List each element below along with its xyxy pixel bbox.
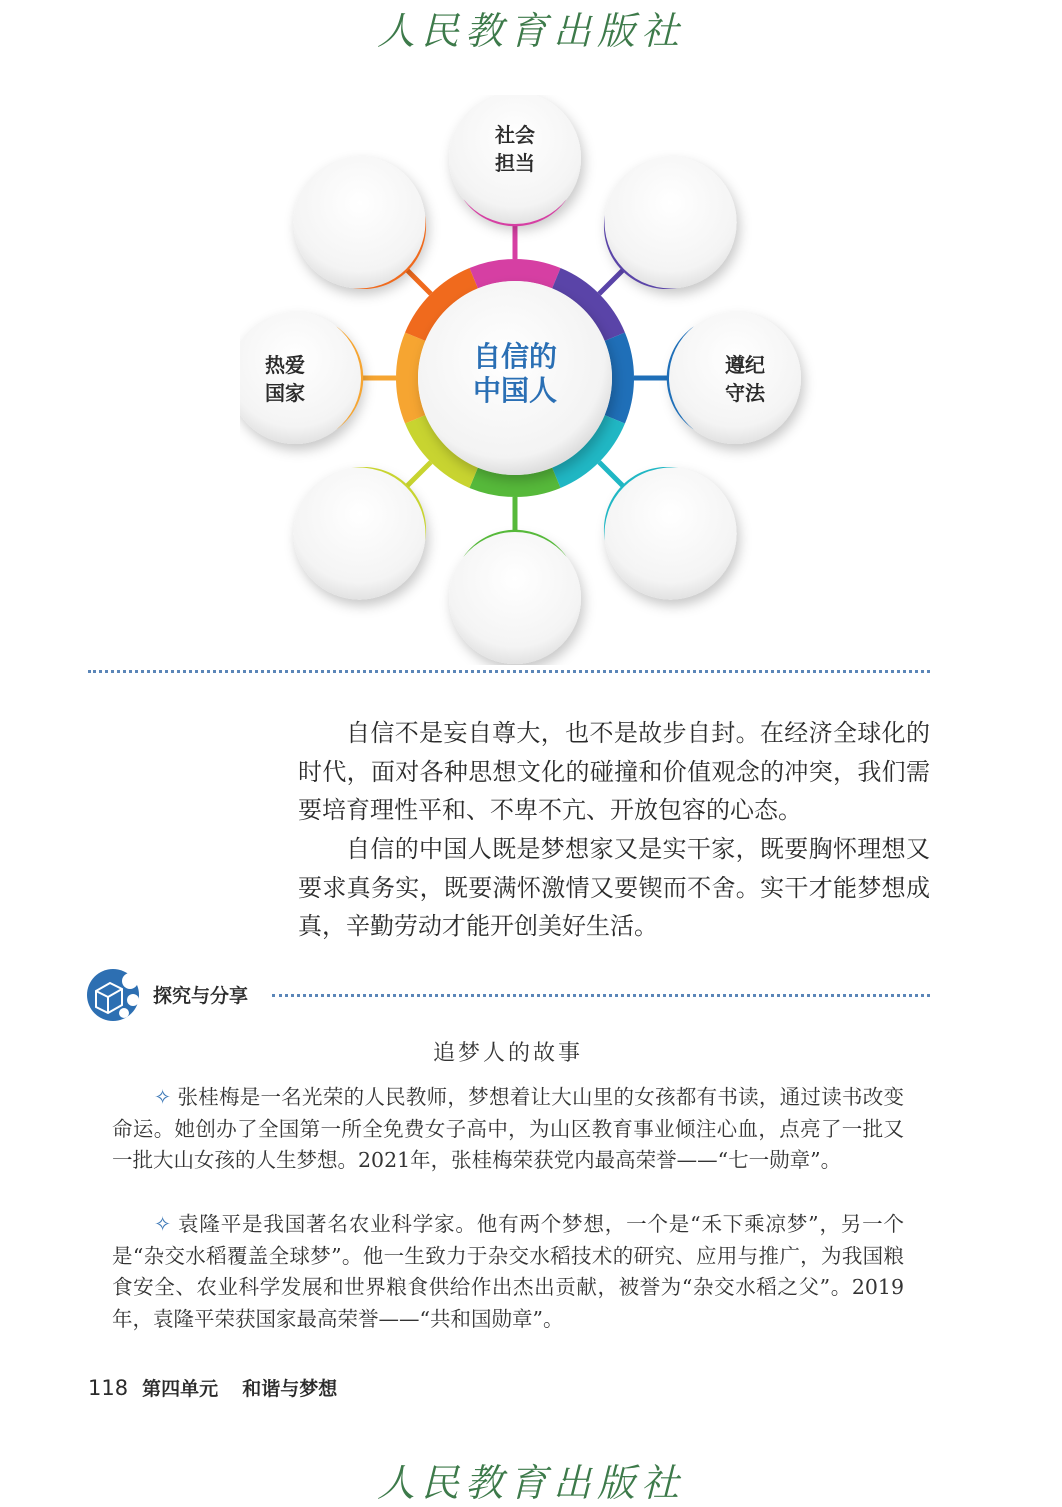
body-paragraph-2: 自信的中国人既是梦想家又是实干家，既要胸怀理想又要求真务实，既要满怀激情又要锲而不舍。实干才能梦想成真，辛勤劳动才能开创美好生活。 <box>298 835 930 940</box>
connector-line <box>599 269 624 294</box>
petal <box>293 467 426 600</box>
petal-circle <box>293 156 425 288</box>
story-item-yuan-longping <box>112 1209 904 1335</box>
explore-divider <box>272 994 930 997</box>
petal-circle <box>605 156 737 288</box>
petal-circle <box>449 532 581 664</box>
section-divider <box>88 670 930 673</box>
petal <box>604 467 737 600</box>
story-text: 袁隆平是我国著名农业科学家。他有两个梦想，一个是“禾下乘凉梦”，另一个是“杂交水稻覆盖全球梦”。他一生致力于杂交水稻技术的研究、应用与推广，为我国粮食安全、农业科学发展和世界粮食供给作出杰出贡献，被誉为“杂交水稻之父”。2019年，袁隆平荣获国家最高荣誉——“共和国勋章”。 <box>112 1212 904 1331</box>
petal-label: 热爱 <box>265 353 305 377</box>
petal-label: 守法 <box>725 381 765 405</box>
petal-circle <box>605 468 737 600</box>
page-number: 118 <box>88 1376 129 1400</box>
story-text: 张桂梅是一名光荣的人民教师，梦想着让大山里的女孩都有书读，通过读书改变命运。她创办了全国第一所全免费女子高中，为山区教育事业倾注心血，点亮了一批又一批大山女孩的人生梦想。2021年，张桂梅荣获党内最高荣誉——“七一勋章”。 <box>112 1085 904 1172</box>
diamond-bullet-icon: ✧ <box>154 1085 172 1109</box>
confidence-diagram <box>240 95 820 665</box>
diamond-bullet-icon: ✧ <box>154 1212 172 1236</box>
petal <box>449 95 581 226</box>
story-item-zhang-guimei <box>112 1082 904 1177</box>
story-title: 追梦人的故事 <box>432 1041 583 1066</box>
ring-segment <box>615 337 623 420</box>
center-label-line2: 中国人 <box>472 374 558 407</box>
publisher-header: 人民教育出版社 <box>376 9 685 53</box>
unit-theme: 和谐与梦想 <box>242 1378 338 1400</box>
petal-label: 遵纪 <box>725 353 765 377</box>
ring-segment <box>474 478 557 486</box>
publisher-footer: 人民教育出版社 <box>376 1461 685 1505</box>
connector-line <box>406 269 431 294</box>
explore-molecule-icon <box>86 967 142 1023</box>
ring-segment <box>474 270 557 278</box>
connector-line <box>406 462 431 487</box>
petal-label: 国家 <box>265 381 305 405</box>
ring-segment <box>407 337 415 420</box>
page-footer <box>88 1374 337 1401</box>
petal <box>449 530 581 664</box>
body-paragraph-1: 自信不是妄自尊大，也不是故步自封。在经济全球化的时代，面对各种思想文化的碰撞和价值观念的冲突，我们需要培育理性平和、不卑不亢、开放包容的心态。 <box>298 719 930 824</box>
petal <box>240 312 363 444</box>
center-label-line1: 自信的 <box>472 340 558 373</box>
petal-circle <box>669 312 801 444</box>
petal-label: 社会 <box>495 123 535 147</box>
unit-label: 第四单元 <box>142 1378 219 1400</box>
petal-circle <box>293 468 425 600</box>
explore-section-title: 探究与分享 <box>153 985 249 1007</box>
connector-line <box>599 462 624 487</box>
petal-label: 担当 <box>495 151 535 175</box>
petal <box>667 312 801 444</box>
petal <box>293 156 426 289</box>
diagram-svg <box>240 95 820 665</box>
petal <box>604 156 737 289</box>
